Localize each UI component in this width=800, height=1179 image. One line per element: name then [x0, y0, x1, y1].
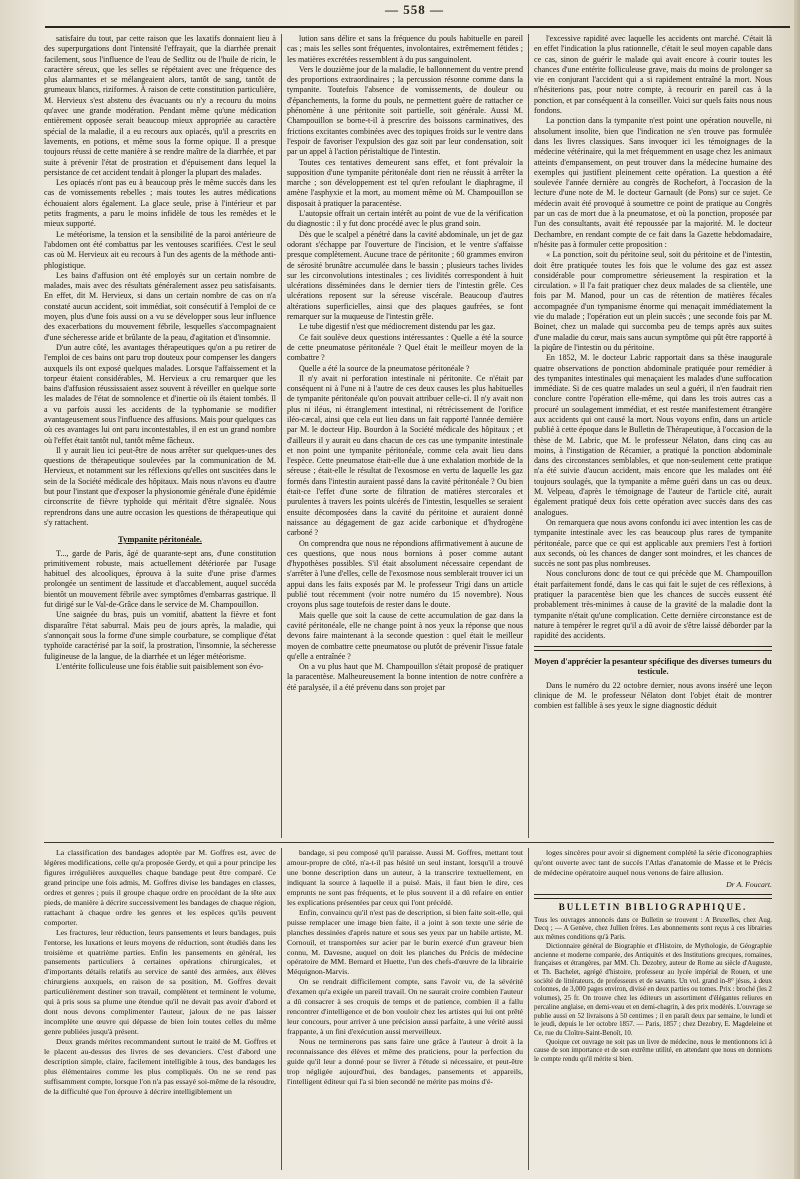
upper-column-1: [44, 34, 276, 838]
ornament-divider: [534, 894, 772, 899]
paragraph: Le tube digestif n'est que médiocrement distendu par les gaz.: [299, 322, 496, 332]
lower-column-1: [44, 848, 276, 1170]
upper-column-3: [534, 34, 772, 838]
paragraph: Il n'y avait ni perforation intestinale ni péritonite. Ce n'était par conséquent ni à l'une ni à l'autre de ces deux causes les plus habituelles de tympanite péritonéale qu'on pouvait attribuer celle-ci. Il n'y avait non plus ni iléus, ni étranglement intestinal, ni rétrécissement de l'orifice iléo-cæcal, ainsi que cela eut lieu dans un fait rapporté l'année dernière par M. le docteur Hip. Bourdon à la Société médicale des hôpitaux ; et d'ailleurs il y aurait eu dans chacun de ces cas une tympanite intestinale et non point une tympanite péritonéale, comme cela avait lieu dans l'espèce. Cette pneumatose était-elle due à une exhalation morbide de la séreuse ; était-elle le résultat de l'exosmose en vertu de laquelle les gaz formés dans l'intestin auraient passé dans la cavité péritonéale ? Ou bien était-ce l'effet d'une sorte de filtration de matières stercorales et purulentes à travers les points ulcérés de l'intestin, lesquelles se seraient ensuite décomposées dans la cavité du péritoine et auraient donné naissance au dégagement de gaz acide carbonique et d'hydrogène carboné ?: [287, 373, 523, 538]
column-divider: [281, 34, 282, 838]
paragraph: La ponction dans la tympanite n'est point une opération nouvelle, ni absolument insolite, bien que l'indication ne s'en trouve pas formulée dans les livres classiques. Sans invoquer ici les témoignages de la médecine vétérinaire, qui la met fréquemment en usage chez les animaux atteints d'empansement, on peut trouver dans la médecine humaine des exemples qui justifient pleinement cette opération. La question a été soulevée l'année dernière au congrès de Rochefort, à l'occasion de la lecture d'une note de M. le docteur Garnault (de Pons) sur ce sujet. Ce médecin avait été provoqué à soumettre ce point de pratique au Congrès par un cas de mort due à la pneumatose, et où la ponction, proposée par l'un des consultants, avait été repoussée par la majorité. M. le docteur Dechambre, en rendant compte de ce fait dans la Gazette hebdomadaire, n'hésite pas à formuler cette proposition :: [534, 116, 772, 249]
paragraph: loges sincères pour avoir si dignement complété la série d'iconographies qu'ont ouverte avec tant de succès l'Atlas d'anatomie de Masse et le Précis de médecine opératoire auquel nous venons de faire allusion.: [534, 848, 772, 877]
paragraph: l'excessive rapidité avec laquelle les accidents ont marché. C'était là en effet l'indication la plus rationnelle, c'était le seul moyen capable dans ce cas, sinon de guérir le malade qui avait encore à courir toutes les chances d'une entérite folliculeuse grave, mais du moins de prolonger sa vie en conjurant l'accident qui a si rapidement entraîné la mort. Nous n'hésiterions pas, pour notre compte, à recourir en pareil cas à la ponction, et par conséquent à la conseiller. Voici sur quels faits nous nous fondons.: [534, 34, 772, 116]
paragraph: Il y aurait lieu ici peut-être de nous arrêter sur quelques-unes des questions de thérapeutique soulevées par la communication de M. Hervieux, et notamment sur les réflexions qu'elles ont suscitées dans le sein de la Société médicale des hôpitaux. Mais nous n'avons eu d'autre but pour l'instant que d'exposer la physionomie générale d'une épidémie circonscrite de fièvre typhoïde qui méritait d'être signalée. Nous reprendrons dans une autre occasion les questions de thérapeutique qui s'y rattachent.: [44, 445, 276, 527]
paragraph: Deux grands mérites recommandent surtout le traité de M. Goffres et le placent au-dessus des livres de ses devanciers. C'est d'abord une description simple, claire, facilement intelligible à tous, des bandages les plus élémentaires comme les plus compliqués. On ne se rend pas suffisamment compte, lorsque l'on n'a pas essayé soi-même de la résoudre, de la difficulté que l'on éprouve à décrire intelligiblement un: [44, 1037, 276, 1096]
paragraph: Mais quelle que soit la cause de cette accumulation de gaz dans la cavité péritonéale, elle ne change point à nos yeux la réponse que nous devons faire maintenant à la seconde question : quel était le meilleur moyen de combattre cette pneumatose ou plutôt de prévenir l'issue fatale qu'elle a entraînée ?: [287, 610, 523, 661]
paragraph: On se rendrait difficilement compte, sans l'avoir vu, de la sévérité d'examen qu'a exigée un pareil travail. On ne saurait croire combien l'auteur a dû consacrer à ses croquis de temps et de patience, combien il a fallu rencontrer d'intelligence et de bon vouloir chez les artistes qui lui ont prêté leur concours, pour arriver à une précision aussi parfaite, à une vérité aussi frappante, à un fini d'exécution aussi merveilleux.: [287, 977, 523, 1037]
section-rule: [44, 842, 774, 843]
column-divider: [528, 848, 529, 1170]
paragraph: bandage, si peu composé qu'il paraisse. Aussi M. Goffres, mettant tout amour-propre de côté, n'a-t-il pas hésité un seul instant, lorsqu'il a trouvé une bonne description dans un auteur, à la transcrire textuellement, en indiquant la source à laquelle il a puisé. Mais, il faut bien le dire, ces emprunts ne sont pas fréquents, et le plus souvent il a dû refaire en entier les explications présentées par ceux qui l'ont précédé.: [287, 848, 523, 907]
bulletin-entry: Dictionnaire général de Biographie et d'Histoire, de Mythologie, de Géographie ancienne et moderne comparée, des Antiquités et des Institutions grecques, romaines, françaises et étrangères, par MM. Ch. Dezobry, auteur de Rome au siècle d'Auguste, et Th. Bachelet, agrégé d'histoire, professeur au lycée impérial de Rouen, et une société de littérateurs, de professeurs et de savants. Un vol. grand in-8° jésus, à deux colonnes, de 3,000 pages environ, divisé en deux parties ou tomes. Prix : broché (les 2 volumes), 25 fr. On trouve chez les éditeurs un assortiment d'élégantes reliures en percaline anglaise, en demi-veau et en demi-chagrin, à des prix modérés. L'ouvrage se publie aussi en 52 livraisons à 50 centimes ; il en paraît deux par semaine, le lundi et le jeudi, depuis le 1er octobre 1857. — Paris, 1857 ; chez Dezobry, E. Magdeleine et Ce, rue du Cloître-Saint-Benoît, 10.: [534, 942, 772, 1037]
paragraph: L'entérite folliculeuse une fois établie suit paisiblement son évo-: [56, 661, 264, 671]
paragraph: satisfaire du tout, par cette raison que les laxatifs donnaient lieu à des superpurgations dont l'intensité l'effrayait, que la diarrhée prenait facilement, sous l'influence de l'eau de Sedlitz ou de l'huile de ricin, le caractère séreux, que les selles se répétaient avec une fréquence des plus alarmantes et se mélangeaient alors, tantôt de sang, tantôt de grumeaux blancs, riziformes. À raison de cette constitution particulière, M. Hervieux s'est abstenu des évacuants ou n'y a recouru du moins qu'avec une grande modération. Pendant même qu'une médication entièrement opposée serait beaucoup mieux appropriée au caractère spécial de la maladie, il a eu recours aux opiacés, qu'il a prescrits en lavements, en potions, et même sous la forme opique. Il a presque toujours réussi de cette manière à se rendre maître de la diarrhée, et par suite à prévenir l'état de prostration et d'épuisement dans lequel la persistance de cet accident tendait à plonger la plupart des malades.: [44, 34, 276, 177]
paragraph: On remarquera que nous avons confondu ici avec intention les cas de tympanite intestinale avec les cas beaucoup plus rares de tympanite péritonéale, parce que ce qui est applicable aux premiers l'est à fortiori aux seconds, où les chances de danger sont moindres, et les chances de succès ne sont pas plus nombreuses.: [534, 517, 772, 569]
paragraph: On a vu plus haut que M. Champouillon s'était proposé de pratiquer la paracentèse. Malheureusement la bonne intention de notre confrère a été paralysée, il a été prévenu dans son projet par: [287, 662, 523, 692]
paragraph: Ce fait soulève deux questions intéressantes : Quelle a été la source de cette pneumatose péritonéale ? Quel était le meilleur moyen de la combattre ?: [287, 332, 523, 363]
paragraph: En 1852, M. le docteur Labric rapportait dans sa thèse inaugurale quatre observations de ponction abdominale pratiquée pour remédier à des tympanites intestinales qui menaçaient les malades d'une suffocation immédiate. Si de ces quatre malades un seul a guéri, il n'en faudrait rien conclure contre l'opération elle-même, qui dans les trois autres cas a procuré un soulagement immédiat, et est restée manifestement étrangère aux accidents qui ont causé la mort. Nous voyons enfin, dans un article publié à cette époque dans le Bulletin de Thérapeutique, à l'occasion de la thèse de M. Labric, que M. le professeur Nélaton, dans cinq cas au moins, à l'instigation de Récamier, a pratiqué la ponction abdominale dans des circonstances semblables, et que non-seulement cette pratique n'a été suivie d'aucun accident, mais encore que les malades ont été toujours soulagés, que la tympanite a même guéri dans un cas ou deux. M. Velpeau, d'après le témoignage de l'auteur de l'article cité, aurait également pratiqué deux fois cette opération avec succès dans des cas analogues.: [534, 353, 772, 517]
lower-column-3: [534, 848, 772, 1170]
paragraph: Toutes ces tentatives demeurent sans effet, et font prévaloir la supposition d'une tympanite péritonéale dont rien ne réussit à arrêter la marche ; son développement est tel qu'en refoulant le diaphragme, il amène l'asphyxie et la mort, au moment même où M. Champouillon se disposait à pratiquer la paracentèse.: [287, 157, 523, 208]
bulletin-note: Quoique cet ouvrage ne soit pas un livre de médecine, nous le mentionnons ici à cause de son importance et de son extrême utilité, en attendant que nous en donnions le compte rendu qu'il mérite si bien.: [534, 1038, 772, 1064]
paragraph: D'un autre côté, les avantages thérapeutiques qu'on a pu retirer de l'emploi de ces bains ont paru trop douteux pour compenser les dangers auxquels ils ont exposé quelques malades. Lorsque l'affaissement et la torpeur étaient considérables, M. Hervieux a cru remarquer que les bains d'affusion réussissaient assez souvent à réveiller en quelque sorte les malades de l'état de somnolence et d'inertie où ils étaient tombés. Il a vu parfois aussi les accidents de la typhomanie se modifier avantageusement sous l'influence des affusions. Mais pour quelques cas où ces avantages lui ont paru incontestables, il en est un grand nombre où l'effet était tantôt nul, tantôt même fâcheux.: [44, 342, 276, 445]
bulletin-intro: Tous les ouvrages annoncés dans ce Bulletin se trouvent : A Bruxelles, chez Aug. Decq ; — A Genève, chez Jullien frères. Les abonnements sont reçus à ces librairies aux mêmes conditions qu'à Paris.: [534, 916, 772, 942]
column-divider: [528, 34, 529, 838]
paragraph: Dans le numéro du 22 octobre dernier, nous avons inséré une leçon clinique de M. le professeur Nélaton dont l'objet était de montrer combien est fallible à ses yeux le signe diagnostic déduit: [534, 680, 772, 711]
section-heading: Tympanite péritonéale.: [118, 534, 202, 545]
page-number: — 558 —: [385, 2, 444, 17]
header-rule: [45, 26, 790, 28]
paragraph: Une saignée du bras, puis un vomitif, abattent la fièvre et font disparaître l'état saburral. Mais peu de jours après, la maladie, qui s'annonçait sous la forme d'une simple courbature, se complique d'état typhoïde caractérisé par la soif, la prostration, l'insomnie, la sécheresse fuligineuse de la langue, de la diarrhée et un léger météorisme.: [44, 610, 276, 661]
paragraph: T..., garde de Paris, âgé de quarante-sept ans, d'une constitution primitivement robuste, mais actuellement détériorée par l'usage habituel des alcooliques, éprouva à la suite d'une prise d'armes prolongée un sentiment de lassitude et d'accablement, auquel succéda bientôt un mouvement fébrile avec symptômes d'embarras gastrique. Il fut dirigé sur le Val-de-Grâce dans le service de M. Champouillon.: [44, 548, 276, 610]
paragraph: On comprendra que nous ne répondions affirmativement à aucune de ces questions, que nous nous bornions à poser comme autant d'hypothèses possibles. S'il était absolument nécessaire cependant de s'arrêter à l'une d'elles, celle de l'exosmose nous semblerait trouver ici un appui dans les faits exposés par M. le professeur Trigi dans un article publié tout récemment (voir notre numéro du 15 novembre). Nous croyons plus sage toutefois de rester dans le doute.: [287, 538, 523, 610]
paragraph: lution sans délire et sans la fréquence du pouls habituelle en pareil cas ; mais les selles sont fréquentes, involontaires, extrêmement fétides ; les matières excrétées ressemblent à du pus sanguinolent.: [287, 34, 523, 64]
page-edge: [794, 0, 800, 1179]
signature: Dr A. Foucart.: [726, 879, 772, 889]
ornament-divider: [534, 646, 772, 651]
paragraph: Quelle a été la source de la pneumatose péritonéale ?: [299, 363, 470, 373]
paragraph: Les fractures, leur réduction, leurs pansements et leurs bandages, puis l'entorse, les luxations et leurs moyens de réduction, sont étudiés dans les troisième et quatrième parties. Enfin les pansements en général, les pansements particuliers à certaines opérations chirurgicales, et d'importants détails relatifs au service de santé des armées, aux élèves chirurgiens auxquels, en raison de sa position, M. Goffres devait particulièrement destiner son travail, complètent et terminent le volume, qui à pris sous sa plume une étendue qu'il ne devait pas avoir d'abord et dont nous devons complimenter l'auteur, jaloux de ne pas laisser incomplète une œuvre qui dépasse de bien loin toutes celles du même genre publiées jusqu'à présent.: [44, 927, 276, 1037]
column-divider: [281, 848, 282, 1170]
paragraph: L'autopsie offrait un certain intérêt au point de vue de la vérification du diagnostic : il y fut donc procédé avec le plus grand soin.: [287, 209, 523, 229]
paragraph: « La ponction, soit du péritoine seul, soit du péritoine et de l'intestin, doit être pratiquée toutes les fois que le volume des gaz est assez considérable pour compromettre sérieusement la respiration et la circulation. » Il l'a fait pratiquer chez deux malades de sa clientèle, une fois par M. Manod, pour un cas de rétention de matières fécales accompagnée d'un tympanisme énorme qui menaçait immédiatement la vie du malade ; l'opération eut un plein succès ; une seconde fois par M. Boinet, chez un malade qui succomba peu de temps après aux suites d'une maladie du cœur, mais sans aucun symptôme qui pût être rapporté à la piqûre de l'intestin ou du péritoine.: [534, 250, 772, 352]
paragraph: Vers le douzième jour de la maladie, le ballonnement du ventre prend des proportions extraordinaires ; la percussion résonne comme dans la tympanite. Toutefois l'absence de vomissements, de douleur ou d'épanchements, la forme du pouls, ne permettent guère de rattacher ce phénomène à une péritonite soit partielle, soit générale. Aussi M. Champouillon se borne-t-il à prescrire des boissons carminatives, des frictions excitantes combinées avec des topiques froids sur le ventre dans l'espoir de favoriser l'expulsion des gaz soit par leur condensation, soit par un appel à l'action péristaltique de l'intestin.: [287, 64, 523, 157]
paragraph: Nous ne terminerons pas sans faire une grâce à l'auteur à droit à la reconnaissance des élèves et même des praticiens, pour la perfection du guide qu'il leur a donné pour se livrer à l'étude si nécessaire, et peut-être trop négligée aujourd'hui, des bandages, pansements et appareils, l'intelligent éditeur qui l'a si bien secondé ne mérite pas moins d'é-: [287, 1037, 523, 1086]
lower-column-2: [287, 848, 523, 1170]
paragraph: Nous conclurons donc de tout ce qui précède que M. Champouillon était parfaitement fondé, dans le cas qui fait le sujet de ces réflexions, à pratiquer la paracentèse bien que les chances de succès eussent été probablement très-minimes à cause de la gravité de la maladie dont la tympanite n'était qu'une complication. Cette dernière circonstance est de nature à tempérer le regret qu'il a dû avoir de s'être laissé déborder par la rapidité des accidents.: [534, 569, 772, 641]
bulletin-title: BULLETIN BIBLIOGRAPHIQUE.: [558, 901, 748, 912]
paragraph: Dès que le scalpel a pénétré dans la cavité abdominale, un jet de gaz odorant s'échappe par l'ouverture de l'incision, et le ventre s'affaisse presque complètement. Aucune trace de péritonite ; 60 grammes environ de sérosité brunâtre accumulée dans le bassin ; plusieurs taches livides sur les circonvolutions intestinales ; ces lividités correspondent à huit ulcérations disséminées dans le dernier tiers de l'intestin grêle. Ces ulcérations reposent sur la séreuse viscérale. Beaucoup d'autres altérations superficielles, ainsi que des plaques gaufrées, se font remarquer sur la muqueuse de l'intestin grêle.: [287, 229, 523, 322]
paragraph: Le météorisme, la tension et la sensibilité de la paroi antérieure de l'abdomen ont été combattus par les ventouses scarifiées. C'est le seul cas où M. Hervieux ait eu recours à l'un des agents de la méthode anti-phlogistique.: [44, 229, 276, 270]
paragraph: Les bains d'affusion ont été employés sur un certain nombre de malades, mais avec des résultats généralement assez peu satisfaisants. En effet, dit M. Hervieux, si dans un certain nombre de cas on n'a constaté aucun accident, soit immédiat, soit consécutif à l'emploi de ce moyen, plus d'une fois aussi on a vu se développer sous leur influence des exacerbations du mouvement fébrile, lesquelles s'accompagnaient d'une sécheresse aride et brûlante de la peau, d'agitation et d'insomnie.: [44, 270, 276, 342]
paragraph: Les opiacés n'ont pas eu à beaucoup près le même succès dans les cas de vomissements rebelles ; mais toutes les autres médications échouaient alors également. La glace seule, prise à l'intérieur et par petits fragments, a paru le moins infidèle de tous les remèdes et le mieux supporté.: [44, 178, 276, 229]
paragraph: Enfin, convaincu qu'il n'est pas de description, si bien faite soit-elle, qui puisse remplacer une image bien faite, il a joint à son texte une série de planches dessinées d'après nature et sous ses yeux par un habile artiste, M. Cornouil, et transportées sur acier par le burin exercé d'un graveur bien connu, M. Davesne, auquel on doit les planches du Précis de médecine opératoire de MM. Bernard et Huette, l'un des chefs-d'œuvre de la librairie Méquignon-Marvis.: [287, 907, 523, 977]
paragraph: La classification des bandages adoptée par M. Goffres est, avec de légères modifications, celle qu'a proposée Gerdy, et qui a pour principe les figures irrégulières auxquelles chaque bandage peut être comparé. Ce grand principe une fois admis, M. Goffres divise les bandages en classes, ordres et genres ; puis il groupe chaque ordre en procédant de la tête aux pieds, de manière à décrire successivement les bandages de chaque région, rattachant à chaque ordre les genres et les espèces qu'ils peuvent comporter.: [44, 848, 276, 927]
section-heading: Moyen d'apprécier la pesanteur spécifique des diverses tumeurs du testicule.: [534, 656, 772, 676]
upper-column-2: [287, 34, 523, 838]
